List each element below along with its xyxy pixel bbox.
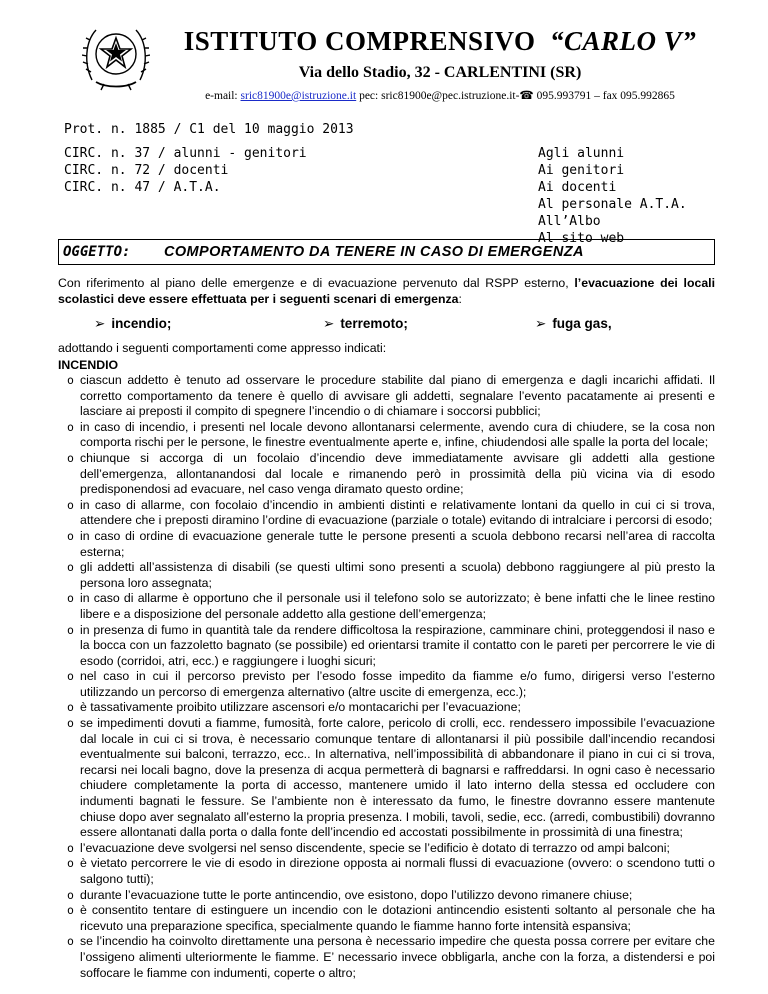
list-item: o se impedimenti dovuti a fiamme, fumosità, forte calore, pericolo di crolli, ecc. rendessero impossibile l’evacuazione dal locale in cui ci si trova, è necessario comunque tentare di allontanarsi il più possibile dall’incendio recandosi eventualmente sui balconi, terrazzo, ecc.. In alternativa, nell’impossibilità di abbandonare il piano in cui ci si trova, recarsi nei locali bagno, dove la presenza di acqua permetterà di bagnarsi e raffreddarsi. In ogni caso è necessario chiudere completamente la porta di accesso, mantenere umido il lato interno della stessa ed occludere con indumenti bagnati le fessure. Se l’ambiente non è interessato da fumo, le finestre dovranno essere mantenute chiuse dopo aver segnalato all’esterno la propria presenza. I mobili, tavoli, sedie, ecc. (arredi, combustibili) dovranno essere allontanati dalla porta o dalla fonte dell’incendio ed accostati possibilmente in prossimità di una finestra; [58, 716, 715, 841]
scenario-item: ➢ incendio; [94, 316, 172, 331]
list-item: o nel caso in cui il percorso previsto per l’esodo fosse impedito da fiamme e/o fumo, dirigersi verso l’esterno utilizzando un percorso di emergenza alternativo (altre uscite di emergenza, ecc.); [58, 669, 715, 700]
list-item: o è tassativamente proibito utilizzare ascensori e/o montacarichi per l’evacuazione; [58, 700, 715, 716]
recipient-line: Agli alunni [538, 146, 625, 161]
school-name-italic: “CARLO V” [550, 26, 697, 56]
list-item: o in caso di allarme è opportuno che il personale usi il telefono solo se autorizzato; è bene infatti che le linee restino libere e a disposizione del personale addetto alla gestione dell’emergenza; [58, 591, 715, 622]
list-item: o è consentito tentare di estinguere un incendio con le dotazioni antincendio esistenti soltanto al personale che ha ricevuto una preparazione specifica, specialmente quando le fiamme hanno forte intensità espansiva; [58, 903, 715, 934]
recipient-line: Al sito web [538, 231, 625, 246]
adopt-text: adottando i seguenti comportamenti come appresso indicati: [58, 341, 387, 355]
list-item: o durante l’evacuazione tutte le porte antincendio, ove esistono, dopo l’utilizzo devono rimanere chiuse; [58, 888, 715, 904]
subject-label: OGGETTO: [63, 244, 131, 260]
intro-paragraph: Con riferimento al piano delle emergenze e di evacuazione pervenuto dal RSPP esterno, l’evacuazione dei locali scolastici deve essere effettuata per i seguenti scenari di emergenza: [58, 276, 715, 306]
school-name: ISTITUTO COMPRENSIVO “CARLO V” [183, 26, 697, 56]
contacts-suffix: pec: sric81900e@pec.istruzione.it-☎ 095.993791 – fax 095.992865 [356, 90, 675, 102]
recipient-line: Al personale A.T.A. [538, 197, 687, 212]
circular-line: CIRC. n. 47 / A.T.A. [64, 180, 221, 195]
scenario-item: ➢ fuga gas, [535, 316, 612, 331]
scenario-item: ➢ terremoto; [323, 316, 408, 331]
email-link[interactable]: sric81900e@istruzione.it [240, 90, 357, 102]
section-title: INCENDIO [58, 358, 119, 372]
list-item: o ciascun addetto è tenuto ad osservare le procedure stabilite dal piano di emergenza e dagli incarichi affidati. Il corretto comportamento da tenere è quello di avvisare gli addetti, segnalare l’evento pacatamente ai presenti e lasciare ai preposti il compito di spegnere l’incendio o di chiamare i soccorsi pubblici; [58, 373, 715, 420]
school-address: Via dello Stadio, 32 - CARLENTINI (SR) [298, 64, 582, 81]
list-item: o l’evacuazione deve svolgersi nel senso discendente, specie se l’edificio è dotato di terrazzo od ampi balconi; [58, 841, 715, 857]
arrow-bullet-icon: ➢ [323, 316, 335, 331]
recipient-line: Ai genitori [538, 163, 625, 178]
circular-line: CIRC. n. 72 / docenti [64, 163, 229, 178]
circular-line: CIRC. n. 37 / alunni - genitori [64, 146, 307, 161]
arrow-bullet-icon: ➢ [535, 316, 547, 331]
recipient-line: All’Albo [538, 214, 601, 229]
list-item: o chiunque si accorga di un focolaio d’incendio deve immediatamente avvisare gli addetti alla gestione dell’emergenza, allontanandosi dal locale e rimanendo però in prossimità della più vicina via di esodo predisponendosi ad evacuare, nel caso venga diramato questo ordine; [58, 451, 715, 498]
school-contacts [120, 88, 760, 102]
list-item: o se l’incendio ha coinvolto direttamente una persona è necessario impedire che questa possa correre per evitare che l’ossigeno alimenti ulteriormente le fiamme. E’ necessario invece obbligarla, anche con la forza, a distendersi e poi soffocare le fiamme con indumenti, coperte o altro; [58, 934, 715, 981]
intro-bold: l’evacuazione dei locali scolastici deve essere effettuata per i seguenti scenari di emergenza [58, 276, 715, 306]
arrow-bullet-icon: ➢ [94, 316, 106, 331]
subject-text: COMPORTAMENTO DA TENERE IN CASO DI EMERGENZA [164, 244, 584, 260]
contacts-prefix: e-mail: [205, 90, 241, 102]
recipient-line: Ai docenti [538, 180, 617, 195]
list-item: o gli addetti all’assistenza di disabili (se questi ultimi sono presenti a scuola) debbono raggiungere al più presto la persona loro assegnata; [58, 560, 715, 591]
list-item: o in caso di allarme, con focolaio d’incendio in ambienti distinti e relativamente lontani da quello in cui ci si trova, attendere che i preposti diramino l’ordine di evacuazione (parziale o totale) evitando di intralciare i percorsi di esodo; [58, 498, 715, 529]
protocol-number: Prot. n. 1885 / C1 del 10 maggio 2013 [64, 122, 354, 137]
list-item: o è vietato percorrere le vie di esodo in direzione opposta ai normali flussi di evacuazione (ovvero: o scendono tutti o salgono tutti); [58, 856, 715, 887]
rules-list [58, 373, 715, 981]
list-item: o in caso di ordine di evacuazione generale tutte le persone presenti a scuola debbono recarsi nell’area di raccolta esterna; [58, 529, 715, 560]
list-item: o in caso di incendio, i presenti nel locale devono allontanarsi celermente, avendo cura di chiudere, se la cosa non comporta rischi per le persone, le finestre eventualmente aperte e, infine, chiudendosi alle spalle la porta del locale; [58, 420, 715, 451]
italian-republic-emblem-icon [82, 18, 150, 92]
list-item: o in presenza di fumo in quantità tale da rendere difficoltosa la respirazione, camminare chini, proteggendosi il naso e la bocca con un fazzoletto bagnato (se possibile) ed orientarsi tramite il contatto con le pareti per percorrere le vie di esodo (corridoi, atri, ecc.) e raggiungere i luoghi sicuri; [58, 623, 715, 670]
subject-box [58, 239, 715, 265]
